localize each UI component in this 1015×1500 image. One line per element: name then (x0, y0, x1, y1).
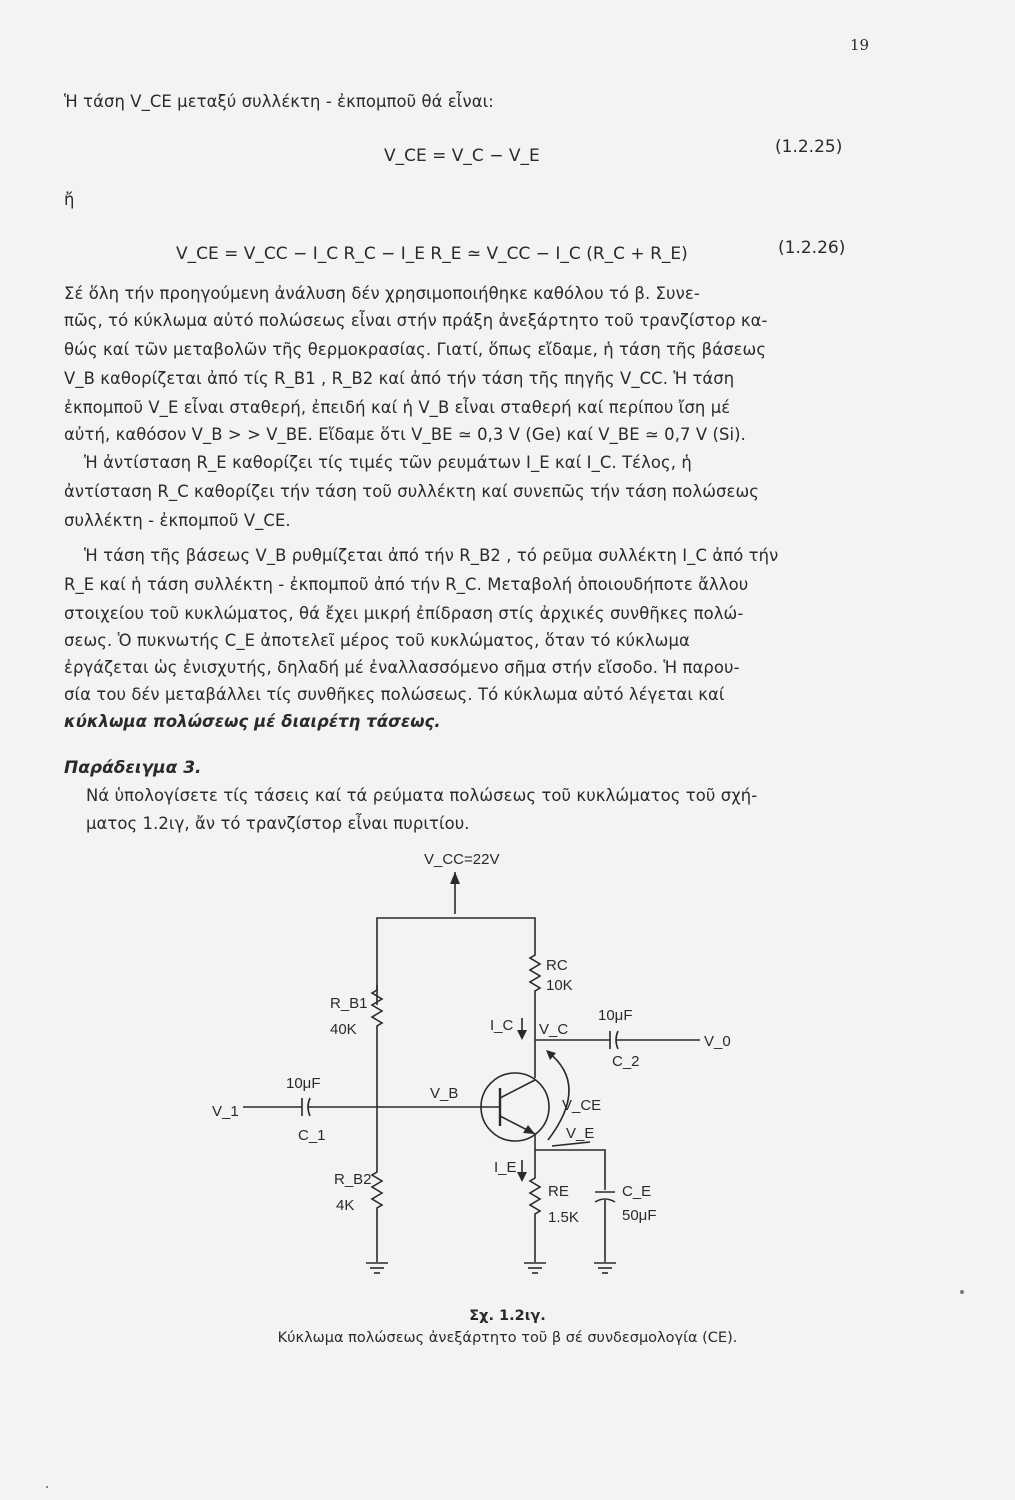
vb-label: V_B (430, 1085, 459, 1102)
paragraph-line: συλλέκτη - ἐκπομποῦ V_CE. (64, 511, 291, 530)
c2-name-label: C_2 (612, 1053, 640, 1070)
rb1-value-label: 40K (330, 1021, 357, 1038)
example-text-line: ματος 1.2ιγ, ἄν τό τρανζίστορ εἶναι πυριτίου. (86, 814, 470, 833)
rc-name-label: RC (546, 957, 568, 974)
ve-pointer (552, 1142, 590, 1146)
ground-icon (524, 1263, 546, 1273)
rb2-name-label: R_B2 (334, 1171, 372, 1188)
paragraph-line: Σέ ὅλη τήν προηγούμενη ἀνάλυση δέν χρησιμοποιήθηκε καθόλου τό β. Συνε- (64, 284, 700, 303)
ie-label: I_E (494, 1159, 517, 1176)
ic-arrowhead-icon (517, 1030, 527, 1040)
ce-top-wire (535, 1150, 605, 1190)
c1-value-label: 10μF (286, 1075, 321, 1092)
example-heading: Παράδειγμα 3. (64, 758, 202, 778)
re-name-label: RE (548, 1183, 569, 1200)
vo-label: V_0 (704, 1033, 731, 1050)
re-resistor (530, 1150, 540, 1262)
paragraph-line: V_B καθορίζεται ἀπό τίς R_B1 , R_B2 καί ἀπό τήν τάση τῆς πηγῆς V_CC. Ἡ τάση (64, 369, 735, 388)
ce-name-label: C_E (622, 1183, 652, 1200)
paragraph-line: ἐργάζεται ὡς ἐνισχυτής, δηλαδή μέ ἐναλλασσόμενο σῆμα στήν εἴσοδο. Ἡ παρου- (64, 658, 740, 677)
equation-2-number: (1.2.26) (778, 238, 846, 258)
equation-2: V_CE = V_CC − I_C R_C − I_E R_E ≃ V_CC − I_C (R_C + R_E) (176, 244, 688, 264)
re-value-label: 1.5K (548, 1209, 579, 1226)
transistor-collector (500, 1080, 535, 1098)
paragraph-line: αὐτή, καθόσον V_B > > V_BE. Εἴδαμε ὅτι V_BE ≃ 0,3 V (Ge) καί V_BE ≃ 0,7 V (Si). (64, 425, 746, 444)
paragraph-line: σεως. Ὁ πυκνωτής C_E ἀποτελεῖ μέρος τοῦ κυκλώματος, ὅταν τό κύκλωμα (64, 631, 690, 650)
paragraph-line: Ἡ ἀντίσταση R_E καθορίζει τίς τιμές τῶν ρευμάτων I_E καί I_C. Τέλος, ἡ (84, 453, 692, 472)
vce-label: V_CE (562, 1097, 602, 1114)
page-speck (960, 1290, 964, 1294)
term-bold: κύκλωμα πολώσεως μέ διαιρέτη τάσεως. (64, 712, 441, 731)
vcc-label: V_CC=22V (424, 851, 500, 868)
c1-name-label: C_1 (298, 1127, 326, 1144)
rb2-value-label: 4K (336, 1197, 355, 1214)
paragraph-line: σία του δέν μεταβάλλει τίς συνθῆκες πολώσεως. Τό κύκλωμα αὐτό λέγεται καί (64, 685, 725, 704)
figure-caption: Κύκλωμα πολώσεως ἀνεξάρτητο τοῦ β σέ συνδεσμολογία (CE). (277, 1330, 738, 1346)
ve-label: V_E (566, 1125, 595, 1142)
rc-resistor (530, 950, 540, 1078)
page-number: 19 (850, 36, 870, 54)
ground-icon (366, 1263, 388, 1273)
equation-1-number: (1.2.25) (775, 137, 843, 157)
paragraph-line: πῶς, τό κύκλωμα αὐτό πολώσεως εἶναι στήν πράξη ἀνεξάρτητο τοῦ τρανζίστορ κα- (64, 311, 768, 330)
equation-1: V_CE = V_C − V_E (384, 146, 540, 166)
paragraph-line: R_E καί ἡ τάση συλλέκτη - ἐκπομποῦ ἀπό τήν R_C. Μεταβολή ὁποιουδήποτε ἄλλου (64, 575, 749, 594)
rb1-name-label: R_B1 (330, 995, 368, 1012)
paragraph-line: ἐκπομποῦ V_E εἶναι σταθερή, ἐπειδή καί ἡ V_B εἶναι σταθερή καί περίπου ἴση μέ (64, 398, 731, 417)
vc-label: V_C (539, 1021, 569, 1038)
top-rail-wire (377, 918, 535, 1005)
c2-value-label: 10μF (598, 1007, 633, 1024)
rc-value-label: 10K (546, 977, 573, 994)
paragraph-line: ἀντίσταση R_C καθορίζει τήν τάση τοῦ συλλέκτη καί συνεπῶς τήν τάση πολώσεως (64, 482, 760, 501)
page-speck (46, 1486, 48, 1488)
paragraph-line: Ἡ τάση τῆς βάσεως V_B ρυθμίζεται ἀπό τήν R_B2 , τό ρεῦμα συλλέκτη I_C ἀπό τήν (84, 546, 779, 565)
vcc-arrow-icon (450, 872, 460, 884)
figure-label: Σχ. 1.2ιγ. (469, 1308, 546, 1324)
intro-line: Ἡ τάση V_CE μεταξύ συλλέκτη - ἐκπομποῦ θά εἶναι: (64, 92, 494, 111)
or-word: ἤ (64, 190, 75, 209)
ce-value-label: 50μF (622, 1207, 657, 1224)
vi-label: V_1 (212, 1103, 239, 1120)
paragraph-line: θώς καί τῶν μεταβολῶν τῆς θερμοκρασίας. Γιατί, ὅπως εἴδαμε, ἡ τάση τῆς βάσεως (64, 340, 767, 359)
paragraph-line: στοιχείου τοῦ κυκλώματος, θά ἔχει μικρή ἐπίδραση στίς ἀρχικές συνθῆκες πολώ- (64, 604, 744, 623)
ie-arrowhead-icon (517, 1172, 527, 1182)
example-text-line: Νά ὑπολογίσετε τίς τάσεις καί τά ρεύματα πολώσεως τοῦ κυκλώματος τοῦ σχή- (86, 786, 758, 805)
rb2-resistor (372, 1105, 382, 1262)
ic-label: I_C (490, 1017, 514, 1034)
ground-icon (594, 1263, 616, 1273)
